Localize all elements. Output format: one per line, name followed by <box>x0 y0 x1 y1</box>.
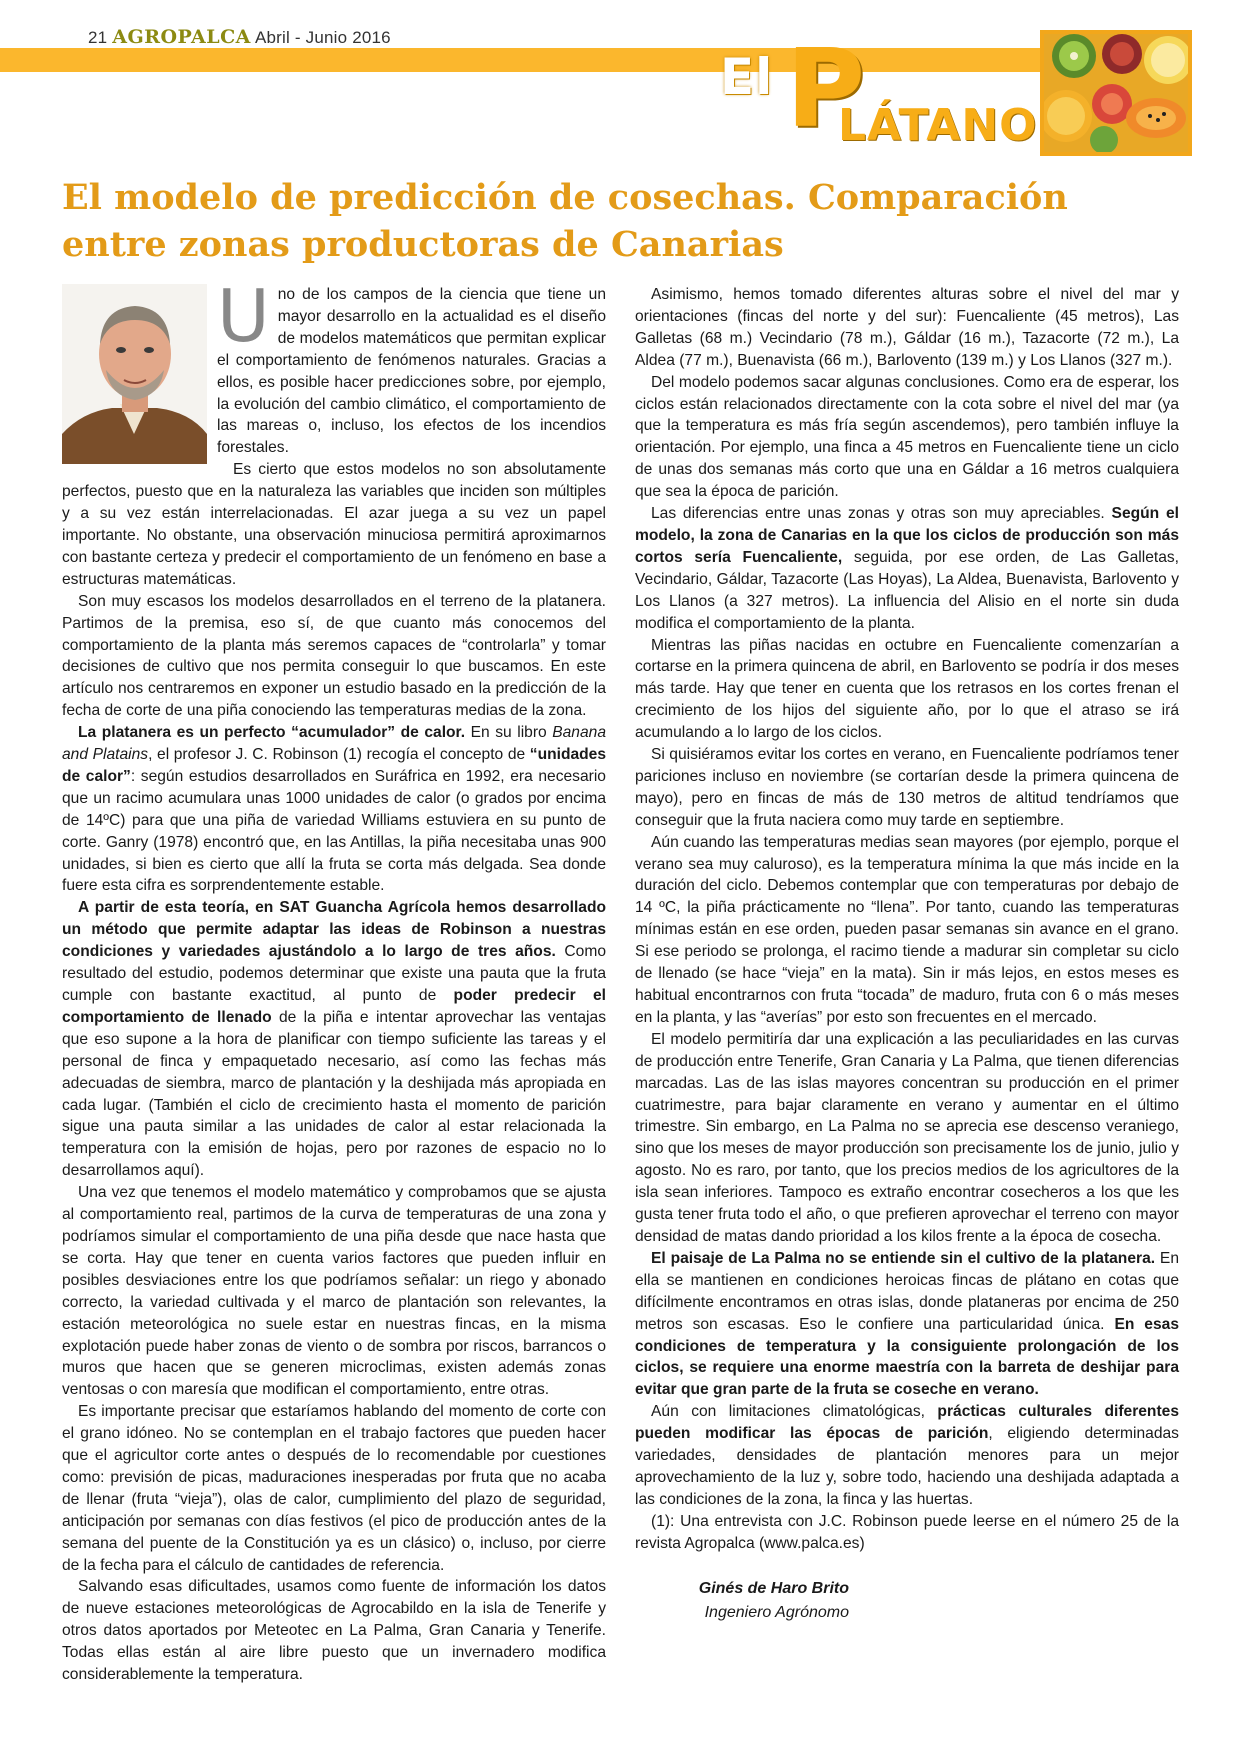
author-role: Ingeniero Agrónomo <box>704 1603 849 1621</box>
right-column <box>635 284 1179 1625</box>
magazine-brand: AGROPALCA <box>112 26 251 48</box>
footnote: (1): Una entrevista con J.C. Robinson puede leerse en el número 25 de la revista Agropalca (www.palca.es) <box>635 1512 1179 1552</box>
author-signature <box>635 1577 1179 1625</box>
paragraph-6: Una vez que tenemos el modelo matemático y comprobamos que se ajusta al comportamiento real, partimos de la curva de temperaturas de una zona y podríamos simular el comportamiento de una piña desde que nace hasta que se corta. Hay que tener en cuenta varios factores que pueden influir en posibles desviaciones entre los que podríamos señalar: un riego y abonado correcto, la variedad cultivada y el marco de plantación son relevantes, la estación meteorológica no suele estar en nuestras fincas, en la misma explotación puede haber zonas de viento o de sombra por riscos, barrancos o muros que hacen que se generen microclimas, existen además zonas ventosas o con maresía que modifican el comportamiento, entre otras. <box>62 1184 606 1399</box>
fruit-illustration <box>1044 34 1188 152</box>
paragraph-r3: Las diferencias entre unas zonas y otras son muy apreciables. Según el modelo, la zona de Canarias en la que los ciclos de producción son más cortos sería Fuencaliente, seguida, por ese orden, de Las Galletas, Vecindario, Gáldar, Tazacorte (Las Hoyas), La Aldea, Buenavista, Barlovento y Los Llanos (a 327 metros). La influencia del Alisio en el norte sin duda modifica el comportamiento de la planta. <box>635 505 1179 632</box>
fruit-photo <box>1040 30 1192 156</box>
paragraph-5: A partir de esta teoría, en SAT Guancha Agrícola hemos desarrollado un método que permite adaptar las ideas de Robinson a nuestras condiciones y variedades ajustándolo a lo largo de tres años. Como resultado del estudio, podemos determinar que existe una pauta que la fruta cumple con bastante exactitud, al punto de poder predecir el comportamiento de llenado de la piña e intentar aprovechar las ventajas que eso supone a la hora de planificar con tiempo suficiente las tareas y el personal de finca y empaquetado necesario, así como las fechas más adecuadas de siembra, marco de plantación y la deshijada más apropiada en cada lugar. (También el ciclo de crecimiento hasta el momento de parición sigue una pauta similar a las unidades de calor al estar relacionada la temperatura con la emisión de hojas, pero por razones de espacio no lo desarrollamos aquí). <box>62 899 606 1180</box>
section-rest: LÁTANO <box>838 100 1038 151</box>
paragraph-2: Es cierto que estos modelos no son absolutamente perfectos, puesto que en la naturaleza las variables que inciden son múltiples y a su vez están interrelacionadas. El azar juega a su vez un papel importante. No obstante, una observación minuciosa permitirá aproximarnos con bastante certeza y predecir el comportamiento de un fenómeno en base a estructuras matemáticas. <box>62 461 606 588</box>
paragraph-4: La platanera es un perfecto “acumulador” de calor. En su libro Banana and Platains, el profesor J. C. Robinson (1) recogía el concepto de “unidades de calor”: según estudios desarrollados en Suráfrica en 1992, era necesario que un racimo acumulara unas 1000 unidades de calor (o grados por encima de 14ºC) para que una piña de variedad Williams estuviera en su punto de corte. Ganry (1978) encontró que, en las Antillas, la piña necesitaba unas 900 unidades, si bien es cierto que allí la fruta se corta más delgada. Sea donde fuere esta cifra es sorprendentemente estable. <box>62 724 607 895</box>
paragraph-r9: Aún con limitaciones climatológicas, prácticas culturales diferentes pueden modificar las épocas de parición, eligiendo determinadas variedades, densidades de plantación menores para un mejor aprovechamiento de la luz y, sobre todo, haciendo una deshijada adaptada a las condiciones de la zona, la finca y las huertas. <box>635 1403 1179 1508</box>
article-title: El modelo de predicción de cosechas. Comparación entre zonas productoras de Canarias <box>62 177 1068 265</box>
paragraph-3: Son muy escasos los modelos desarrollados en el terreno de la platanera. Partimos de la premisa, eso sí, de que cuanto más conocemos del comportamiento de la planta más seremos capaces de “controlarla” y tomar decisiones de cultivo que nos permita conseguir lo que buscamos. En este artículo nos centraremos en exponer un estudio basado en la predicción de la fecha de corte de una piña conociendo las temperaturas medias de la zona. <box>62 592 606 720</box>
section-heading <box>720 27 1038 155</box>
issue-date: Abril - Junio 2016 <box>254 28 391 47</box>
paragraph-r2: Del modelo podemos sacar algunas conclusiones. Como era de esperar, los ciclos están relacionados directamente con la cota sobre el nivel del mar (ya que la temperatura es más fría según ascendemos), pero también influye la orientación. Por ejemplo, una finca a 45 metros en Fuencaliente tiene un ciclo de unas dos semanas más corto que una en Gáldar a 16 metros cualquiera que sea la época de parición. <box>635 373 1179 501</box>
section-el: El <box>720 48 774 106</box>
page-number: 21 <box>88 28 108 47</box>
author-photo <box>62 284 207 464</box>
paragraph-r7: El modelo permitiría dar una explicación a las peculiaridades en las curvas de producción entre Tenerife, Gran Canaria y La Palma, que tienen diferencias marcadas. Las de las islas mayores concentran su producción en el primer cuatrimestre, para bajar claramente en verano y aumentar en el último trimestre. Sin embargo, en La Palma no se aprecia ese descenso veraniego, sino que los meses de mayor producción son precisamente los de junio, julio y agosto. No es raro, por tanto, que los precios medios de los agricultores de la isla sean inferiores. Tampoco es extraño encontrar cosecheros a los que les gusta tener fruta todo el año, o que prefieren aprovechar el terreno con mayor densidad de matas dando prioridad a los kilos frente a la época de cosecha. <box>635 1030 1179 1245</box>
drop-cap: U <box>217 274 270 358</box>
paragraph-r1: Asimismo, hemos tomado diferentes alturas sobre el nivel del mar y orientaciones (fincas del norte y del sur): Fuencaliente (45 metros), Las Galletas (68 m.) Vecindario (78 m.), Gáldar (16 m.), Tazacorte (72 m.), La Aldea (77 m.), Buenavista (66 m.), Barlovento (139 m.) y Los Llanos (327 m.). <box>635 286 1179 369</box>
page-header <box>88 26 391 48</box>
section-initial: P <box>786 27 866 152</box>
paragraph-r5: Si quisiéramos evitar los cortes en verano, en Fuencaliente podríamos tener pariciones incluso en noviembre (se cortarían desde la primera quincena de mayo), pero en fincas de más de 130 metros de altitud tendríamos que conseguir que la fruta naciera como muy tarde en septiembre. <box>635 746 1179 829</box>
left-column <box>62 274 607 1686</box>
paragraph-r8: El paisaje de La Palma no se entiende sin el cultivo de la platanera. En ella se mantienen en condiciones heroicas fincas de plátano en cotas que difícilmente encontramos en otras islas, donde plataneras por encima de 250 metros son escasas. Eso le confiere una particularidad única. En esas condiciones de temperatura y la consiguiente prolongación de los ciclos, se requiere una enorme maestría con la barreta de deshijar para evitar que gran parte de la fruta se coseche en verano. <box>635 1249 1180 1399</box>
paragraph-7: Es importante precisar que estaríamos hablando del momento de corte con el grano idóneo. No se contemplan en el trabajo factores que pueden hacer que el agricultor corte antes o después de lo recomendable por cuestiones como: previsión de picas, maduraciones inesperadas por fruta que no acaba de llenar (fruta “vieja”), olas de calor, cumplimiento del plazo de seguridad, anticipación por semanas con días festivos (el pico de producción antes de la semana del puente de la Constitución ya es un clásico) o, incluso, por cierre de la fecha para el cálculo de cantidades de referencia. <box>62 1403 606 1574</box>
author-name: Ginés de Haro Brito <box>698 1579 849 1597</box>
paragraph-1: no de los campos de la ciencia que tiene un mayor desarrollo en la actualidad es el diseño de modelos matemáticos que permitan explicar el comportamiento de fenómenos naturales. Gracias a ellos, es posible hacer predicciones sobre, por ejemplo, la evolución del cambio climático, el comportamiento de las mareas o, incluso, los efectos de los incendios forestales. <box>217 286 606 457</box>
paragraph-8: Salvando esas dificultades, usamos como fuente de información los datos de nueve estaciones meteorológicas de Agrocabildo en la isla de Tenerife y otros datos aportados por Meteotec en La Palma, Gran Canaria y Tenerife. Todas ellas están al aire libre puesto que un invernadero modifica considerablemente la temperatura. <box>62 1578 606 1684</box>
paragraph-r4: Mientras las piñas nacidas en octubre en Fuencaliente comenzarían a cortarse en la primera quincena de abril, en Barlovento se podría ir dos meses más tarde. Hay que tener en cuenta que los retrasos en los cortes frenan el crecimiento de los hijos del siguiente año, por lo que el atraso se irá acumulando a lo largo de los ciclos. <box>635 636 1179 742</box>
paragraph-r6: Aún cuando las temperaturas medias sean mayores (por ejemplo, porque el verano sea muy caluroso), es la temperatura mínima la que más incide en la duración del ciclo. Debemos contemplar que con temperaturas por debajo de 14 ºC, la piña prácticamente no “llena”. Por tanto, cuando las temperaturas mínimas están en ese orden, pueden pasar semanas sin avance en el grano. Si ese periodo se prolonga, el racimo tiende a madurar sin completar su ciclo de llenado (se hace “vieja” en la mata). Sin ir más lejos, en estos meses es habitual encontrarnos con fruta “tocada” de maduro, fruta con 6 o más meses en la planta, y las “averías” por esto son frecuentes en el mercado. <box>635 833 1179 1026</box>
